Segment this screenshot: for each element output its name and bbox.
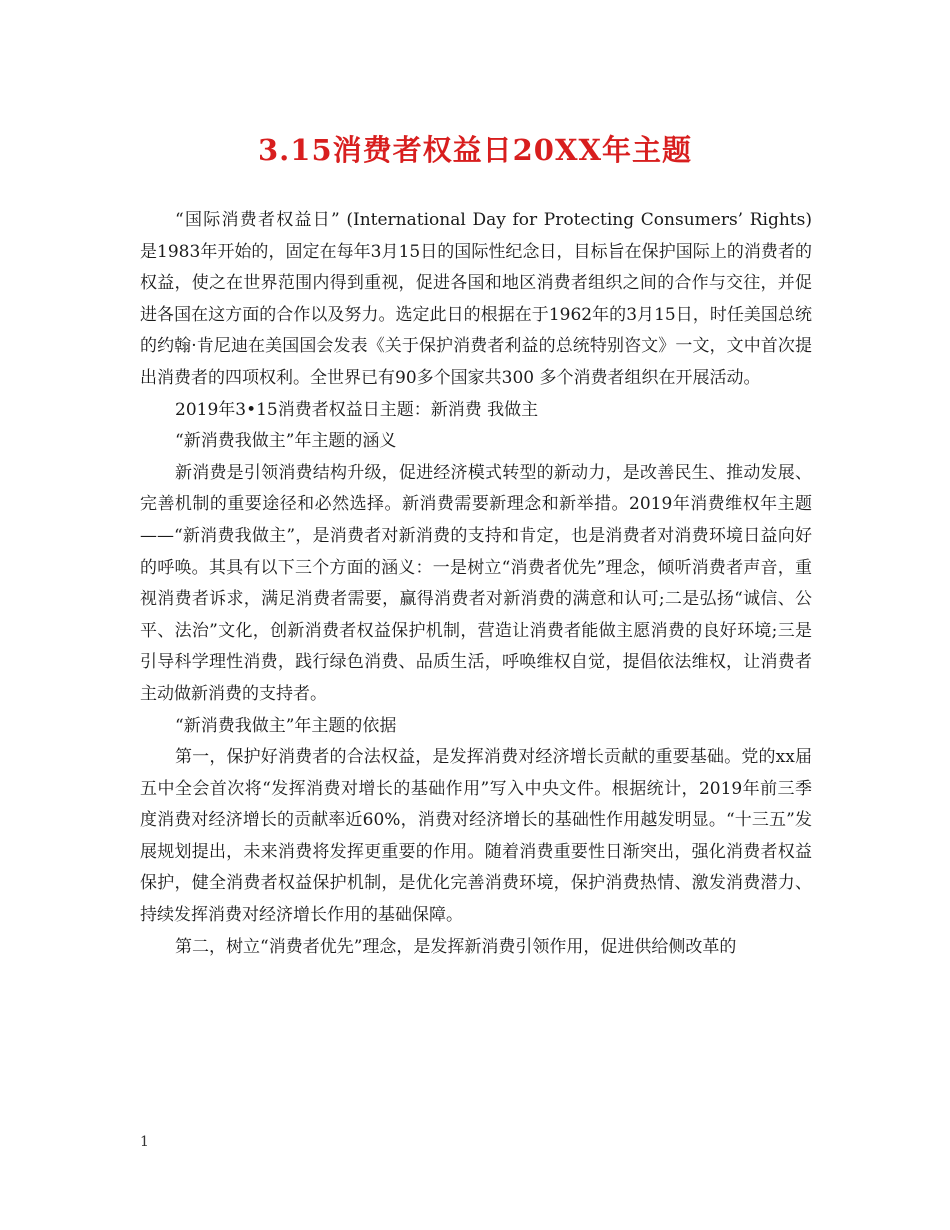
- basis-paragraph-second: 第二，树立“消费者优先”理念，是发挥新消费引领作用，促进供给侧改革的: [175, 936, 737, 957]
- basis-paragraph-first: 第一，保护好消费者的合法权益，是发挥消费对经济增长贡献的重要基础。党的xx届五中全会首次将“发挥消费对增长的基础作用”写入中央文件。根据统计，2019年前三季度消费对经济增长的贡献率近60%，消费对经济增长的基础性作用越发明显。“十三五”发展规划提出，未来消费将发挥更重要的作用。随着消费重要性日渐突出，强化消费者权益保护，健全消费者权益保护机制，是优化完善消费环境，保护消费热情、激发消费潜力、持续发挥消费对经济增长作用的基础保障。: [140, 747, 812, 926]
- intro-paragraph: “国际消费者权益日” (International Day for Protecting Consumers’ Rights) 是1983年开始的，固定在每年3月15日的国际性纪念日，目标旨在保护国际上的消费者的权益，使之在世界范围内得到重视，促进各国和地区消费者组织之间的合作与交往，并促进各国在这方面的合作以及努力。选定此日的根据在于1962年的3月15日，时任美国总统的约翰·肯尼迪在美国国会发表《关于保护消费者利益的总统特别咨文》一文，文中首次提出消费者的四项权利。全世界已有90多个国家共300 多个消费者组织在开展活动。: [140, 210, 812, 388]
- theme-line: 2019年3•15消费者权益日主题：新消费 我做主: [175, 399, 539, 420]
- meaning-paragraph: 新消费是引领消费结构升级，促进经济模式转型的新动力，是改善民生、推动发展、完善机制的重要途径和必然选择。新消费需要新理念和新举措。2019年消费维权年主题——“新消费我做主”，是消费者对新消费的支持和肯定，也是消费者对消费环境日益向好的呼唤。其具有以下三个方面的涵义：一是树立“消费者优先”理念，倾听消费者声音，重视消费者诉求，满足消费者需要，赢得消费者对新消费的满意和认可;二是弘扬“诚信、公平、法治”文化，创新消费者权益保护机制，营造让消费者能做主愿消费的良好环境;三是引导科学理性消费，践行绿色消费、品质生活，呼唤维权自觉，提倡依法维权，让消费者主动做新消费的支持者。: [140, 462, 812, 704]
- document-body: [140, 205, 812, 963]
- section-heading-meaning: “新消费我做主”年主题的涵义: [175, 431, 397, 452]
- page-number: 1: [140, 1134, 149, 1150]
- page-title: 3.15消费者权益日20XX年主题: [258, 133, 692, 167]
- section-heading-basis: “新消费我做主”年主题的依据: [175, 715, 397, 736]
